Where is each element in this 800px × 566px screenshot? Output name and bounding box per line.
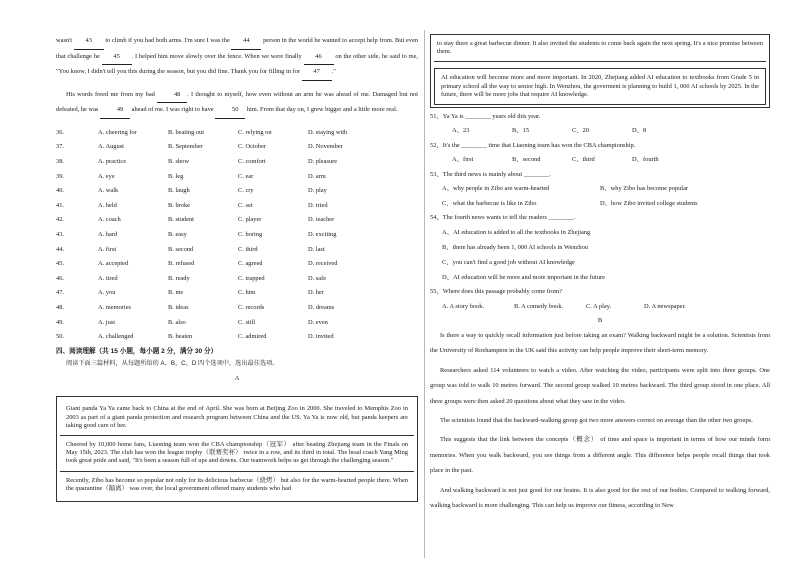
passage-b-paragraph-1: Is there a way to quickly recall information just before taking an exam? Walking backward might be a solution. Scientists from the University of Roehampton in the UK said this activity can help people improve their short-term memory.	[430, 332, 770, 355]
option-d[interactable]: D、8	[632, 127, 647, 135]
passage-b-paragraph-3: The scientists found that the backward-walking group got two more answers correct on average than the other two groups.	[440, 417, 753, 425]
option-c[interactable]: C. comfort	[238, 157, 266, 165]
option-b[interactable]: B. also	[168, 318, 186, 326]
question-number: 46.	[56, 274, 64, 282]
passage-b-paragraph-5: And walking backward is not just good for our brains. It is also good for the rest of our bodies. Compared to walking forward, walking backward is more challenging. This can help us improve our fitness, according to New	[430, 486, 770, 510]
passage-letter-a: A	[234, 375, 240, 383]
question-number: 48.	[56, 303, 64, 311]
blank-44: 44	[231, 34, 261, 50]
news-item-1: Giant panda Ya Ya came back to China at the end of April. She was born at Beijing Zoo in 2000. She traveled to Memphis Zoo in 2003 as part of a giant panda protection and research program between China and the US. Ya Ya is now old, but panda keepers are taking good care of her.	[60, 400, 414, 436]
option-a[interactable]: A. walk	[98, 187, 119, 195]
option-c[interactable]: C. records	[238, 303, 265, 311]
option-d[interactable]: D. dreams	[308, 303, 335, 311]
cloze-paragraph-2	[56, 88, 418, 119]
news-box-right	[430, 34, 770, 108]
question-52: 52、It's the ________ time that Liaoning team has won the CBA championship.	[430, 141, 636, 149]
blank-43: 43	[74, 34, 104, 50]
option-b[interactable]: B、15	[512, 127, 530, 135]
option-b[interactable]: B. beating out	[168, 128, 205, 136]
question-number: 50.	[56, 333, 64, 341]
passage-letter-b: B	[597, 317, 603, 324]
question-number: 38.	[56, 157, 64, 165]
text-run: on the other side, he said to me, "You know, I didn't tell you this during the season, but you did fine. Thank you for filling in for	[56, 52, 419, 75]
option-a[interactable]: A. coach	[98, 216, 121, 224]
text-run: His words freed me from my bad	[66, 90, 158, 98]
option-d[interactable]: D. exciting	[308, 230, 337, 238]
option-a[interactable]: A. held	[98, 201, 117, 209]
text-run: him. From that day on, I grew bigger and a little more real.	[245, 106, 398, 113]
option-c[interactable]: C. agreed	[238, 260, 263, 268]
passage-b-paragraph-4: This suggests that the link between the concepts（概念） of time and space is important in terms of how our minds form memories. When you walk backward, you see things from a different angle. This difference helps people recall things that took place in the past.	[430, 436, 770, 475]
option-a[interactable]: A. eye	[98, 172, 115, 180]
text-run: person in the world he wanted to accept help from. But even that challenge he	[56, 37, 418, 60]
blank-50: 50	[215, 103, 245, 119]
question-number: 37.	[56, 143, 64, 151]
question-number: 47.	[56, 289, 64, 297]
question-53-options-cd	[430, 196, 770, 211]
option-c[interactable]: C. player	[238, 216, 262, 224]
option-row-49	[56, 315, 418, 330]
option-a[interactable]: A、why people in Zibo are warm-hearted	[442, 184, 550, 192]
question-51: 51、Ya Ya is ________ years old this year.	[430, 113, 541, 121]
option-b[interactable]: B. September	[168, 143, 203, 151]
question-number: 43.	[56, 230, 64, 238]
option-row-38	[56, 155, 418, 170]
option-b[interactable]: B. leg	[168, 172, 184, 180]
option-row-40	[56, 184, 418, 199]
option-a[interactable]: A. August	[98, 143, 124, 151]
option-row-47	[56, 286, 418, 301]
option-b[interactable]: B. second	[168, 245, 194, 253]
option-d[interactable]: D. invited	[308, 333, 334, 341]
option-c[interactable]: C. relying on	[238, 128, 272, 136]
question-number: 39.	[56, 172, 64, 180]
option-c[interactable]: C. boring	[238, 230, 263, 238]
option-row-41	[56, 198, 418, 213]
question-number: 40.	[56, 187, 64, 195]
option-d[interactable]: D. even	[308, 318, 328, 326]
text-run: . I thought to myself, how even without an arm he was ahead of me. Damaged but not defeated, he was	[56, 90, 418, 113]
option-d[interactable]: D. her	[308, 289, 324, 297]
news-item-2: Cheered by 10,000 home fans, Liaoning team won the CBA championship（冠军） after beating Zhejiang team in the Finals on May 15th, 2023. The club has won the league trophy（联赛奖杯） twice in a row, and its third in total. The head coach Yang Ming took great pride and said, "It's been a season full of ups and downs. Our teamwork helps us get through the challenging season."	[60, 436, 414, 472]
option-d[interactable]: D、AI education will be more and more important in the future	[442, 274, 605, 282]
option-c[interactable]: C、what the barbecue is like in Zibo	[442, 199, 537, 207]
option-b[interactable]: B. show	[168, 157, 189, 165]
option-c[interactable]: C、you can't find a good job without AI knowledge	[442, 259, 575, 267]
option-b[interactable]: B. A comedy book.	[514, 302, 564, 310]
option-c[interactable]: C、20	[572, 127, 590, 135]
question-52-options	[430, 153, 770, 168]
option-d[interactable]: D、how Zibo invited college students	[600, 199, 698, 207]
question-55: 55、Where does this passage probably come from?	[430, 288, 563, 296]
option-a[interactable]: A、23	[452, 127, 470, 135]
section-title: 四、阅读理解（共 15 小题，每小题 2 分，满分 30 分）	[56, 348, 218, 356]
option-row-48	[56, 301, 418, 316]
option-row-50	[56, 330, 418, 345]
question-number: 49.	[56, 318, 64, 326]
question-number: 41.	[56, 201, 64, 209]
option-row-42	[56, 213, 418, 228]
text-run: ."	[331, 68, 336, 75]
news-item-3: Recently, Zibo has become so popular not only for its delicious barbecue（烧烤） but also for the warm-hearted people there. When the quarantine（隔离） was over, the local government offered many students who had	[66, 476, 408, 492]
question-51-options	[430, 124, 770, 139]
option-b[interactable]: B. laugh	[168, 187, 190, 195]
option-d[interactable]: D. tried	[308, 201, 328, 209]
option-b[interactable]: B. me	[168, 289, 184, 297]
text-run: wasn't	[56, 37, 74, 44]
option-d[interactable]: D. teacher	[308, 216, 335, 224]
question-number: 36.	[56, 128, 64, 136]
option-a[interactable]: A. accepted	[98, 260, 129, 268]
passage-b-paragraph-2: Researchers asked 114 volunteers to watch a video. After watching the video, participants were split into three groups. One group was told to walk 10 metres forward. The second group walked 10 metres backward. The third group stood in one place. All three groups were then asked 20 questions about what they saw in the video.	[430, 366, 770, 405]
option-d[interactable]: D. pleasure	[308, 157, 338, 165]
option-a[interactable]: A. memories	[98, 303, 132, 311]
blank-47: 47	[302, 65, 332, 81]
question-number: 42.	[56, 216, 64, 224]
option-row-45	[56, 257, 418, 272]
text-run: . I helped him move slowly over the fence. When we were finally	[131, 52, 304, 60]
option-row-39	[56, 169, 418, 184]
option-c[interactable]: C. third	[238, 245, 258, 253]
option-c[interactable]: C. admired	[238, 333, 267, 341]
option-c[interactable]: C. still	[238, 318, 256, 326]
cloze-paragraph-1	[56, 34, 418, 81]
option-b[interactable]: B. broke	[168, 201, 191, 209]
column-divider	[424, 30, 425, 558]
blank-48: 48	[157, 88, 187, 104]
option-a[interactable]: A. just	[98, 318, 116, 326]
option-d[interactable]: D. safe	[308, 274, 327, 282]
option-c[interactable]: C. set	[238, 201, 253, 209]
option-c[interactable]: C. October	[238, 143, 267, 151]
option-d[interactable]: D. November	[308, 143, 343, 151]
option-a[interactable]: A. you	[98, 289, 116, 297]
option-row-46	[56, 271, 418, 286]
question-53-options-ab	[430, 181, 770, 196]
cloze-options	[56, 126, 418, 345]
option-a[interactable]: A. A story book.	[442, 302, 485, 310]
option-d[interactable]: D. staying with	[308, 128, 348, 136]
option-b[interactable]: B. student	[168, 216, 194, 224]
option-b[interactable]: B. beaten	[168, 333, 193, 341]
option-d[interactable]: D. received	[308, 260, 338, 268]
question-53: 53、The third news is mainly about ________.	[430, 170, 551, 178]
option-b[interactable]: B、there has already been 1, 000 AI schools in Wenzhou	[442, 244, 588, 252]
option-a[interactable]: A、first	[452, 156, 474, 164]
option-d[interactable]: D. A newspaper.	[644, 302, 686, 310]
blank-45: 45	[102, 50, 132, 66]
news-box-left	[56, 396, 418, 502]
option-b[interactable]: B、second	[512, 156, 541, 164]
option-d[interactable]: D、fourth	[632, 156, 659, 164]
option-d[interactable]: D. play	[308, 187, 327, 195]
blank-49: 49	[100, 103, 130, 119]
option-a[interactable]: A. cheering for	[98, 128, 137, 136]
option-c[interactable]: C. ear	[238, 172, 254, 180]
option-row-44	[56, 242, 418, 257]
option-b[interactable]: B. easy	[168, 230, 187, 238]
option-row-36	[56, 126, 418, 141]
section-instruction: 阅读下面三篇材料，从每题所给的 A、B、C、D 四个选项中，选出最佳选项。	[66, 360, 279, 368]
option-row-37	[56, 140, 418, 155]
option-a[interactable]: A. practice	[98, 157, 127, 165]
option-c[interactable]: C. cry	[238, 187, 254, 195]
question-number: 44.	[56, 245, 64, 253]
option-d[interactable]: D. arm	[308, 172, 326, 180]
blank-46: 46	[304, 50, 334, 66]
option-b[interactable]: B. ideas	[168, 303, 189, 311]
option-a[interactable]: A. challenged	[98, 333, 134, 341]
option-c[interactable]: C. A play.	[586, 302, 612, 310]
option-a[interactable]: A. first	[98, 245, 117, 253]
option-c[interactable]: C. him	[238, 289, 256, 297]
question-55-options	[430, 299, 770, 314]
question-number: 45.	[56, 260, 64, 268]
option-b[interactable]: B. ready	[168, 274, 190, 282]
left-column	[56, 34, 418, 502]
text-run: to climb if you had both arms. I'm sure I was the	[103, 37, 232, 44]
option-d[interactable]: D. last	[308, 245, 325, 253]
option-a[interactable]: A、AI education is added to all the textbooks in Zhejiang	[442, 229, 591, 237]
news-item-3-continued: to stay there a great barbecue dinner. It also invited the students to come back again the next spring. It's a nice promise between them.	[434, 37, 766, 62]
right-column	[430, 34, 770, 517]
question-54: 54、The fourth news wants to tell the readers ________.	[430, 214, 576, 222]
option-b[interactable]: B. refused	[168, 260, 195, 268]
option-c[interactable]: C. trapped	[238, 274, 265, 282]
option-a[interactable]: A. hard	[98, 230, 118, 238]
option-c[interactable]: C、third	[572, 156, 595, 164]
text-run: ahead of me. I was right to have	[130, 106, 216, 113]
option-a[interactable]: A. tired	[98, 274, 118, 282]
option-b[interactable]: B、why Zibo has become popular	[600, 184, 689, 192]
news-item-4: AI education will become more and more important. In 2020, Zhejiang added AI education to textbooks from Grade 5 in primary school all the way to senior high. In Wenzhou, the goverment is planning to build 1, 000 AI schools by 2025. In the future, there will be more jobs that require AI knowledge.	[434, 68, 766, 105]
option-row-43	[56, 228, 418, 243]
